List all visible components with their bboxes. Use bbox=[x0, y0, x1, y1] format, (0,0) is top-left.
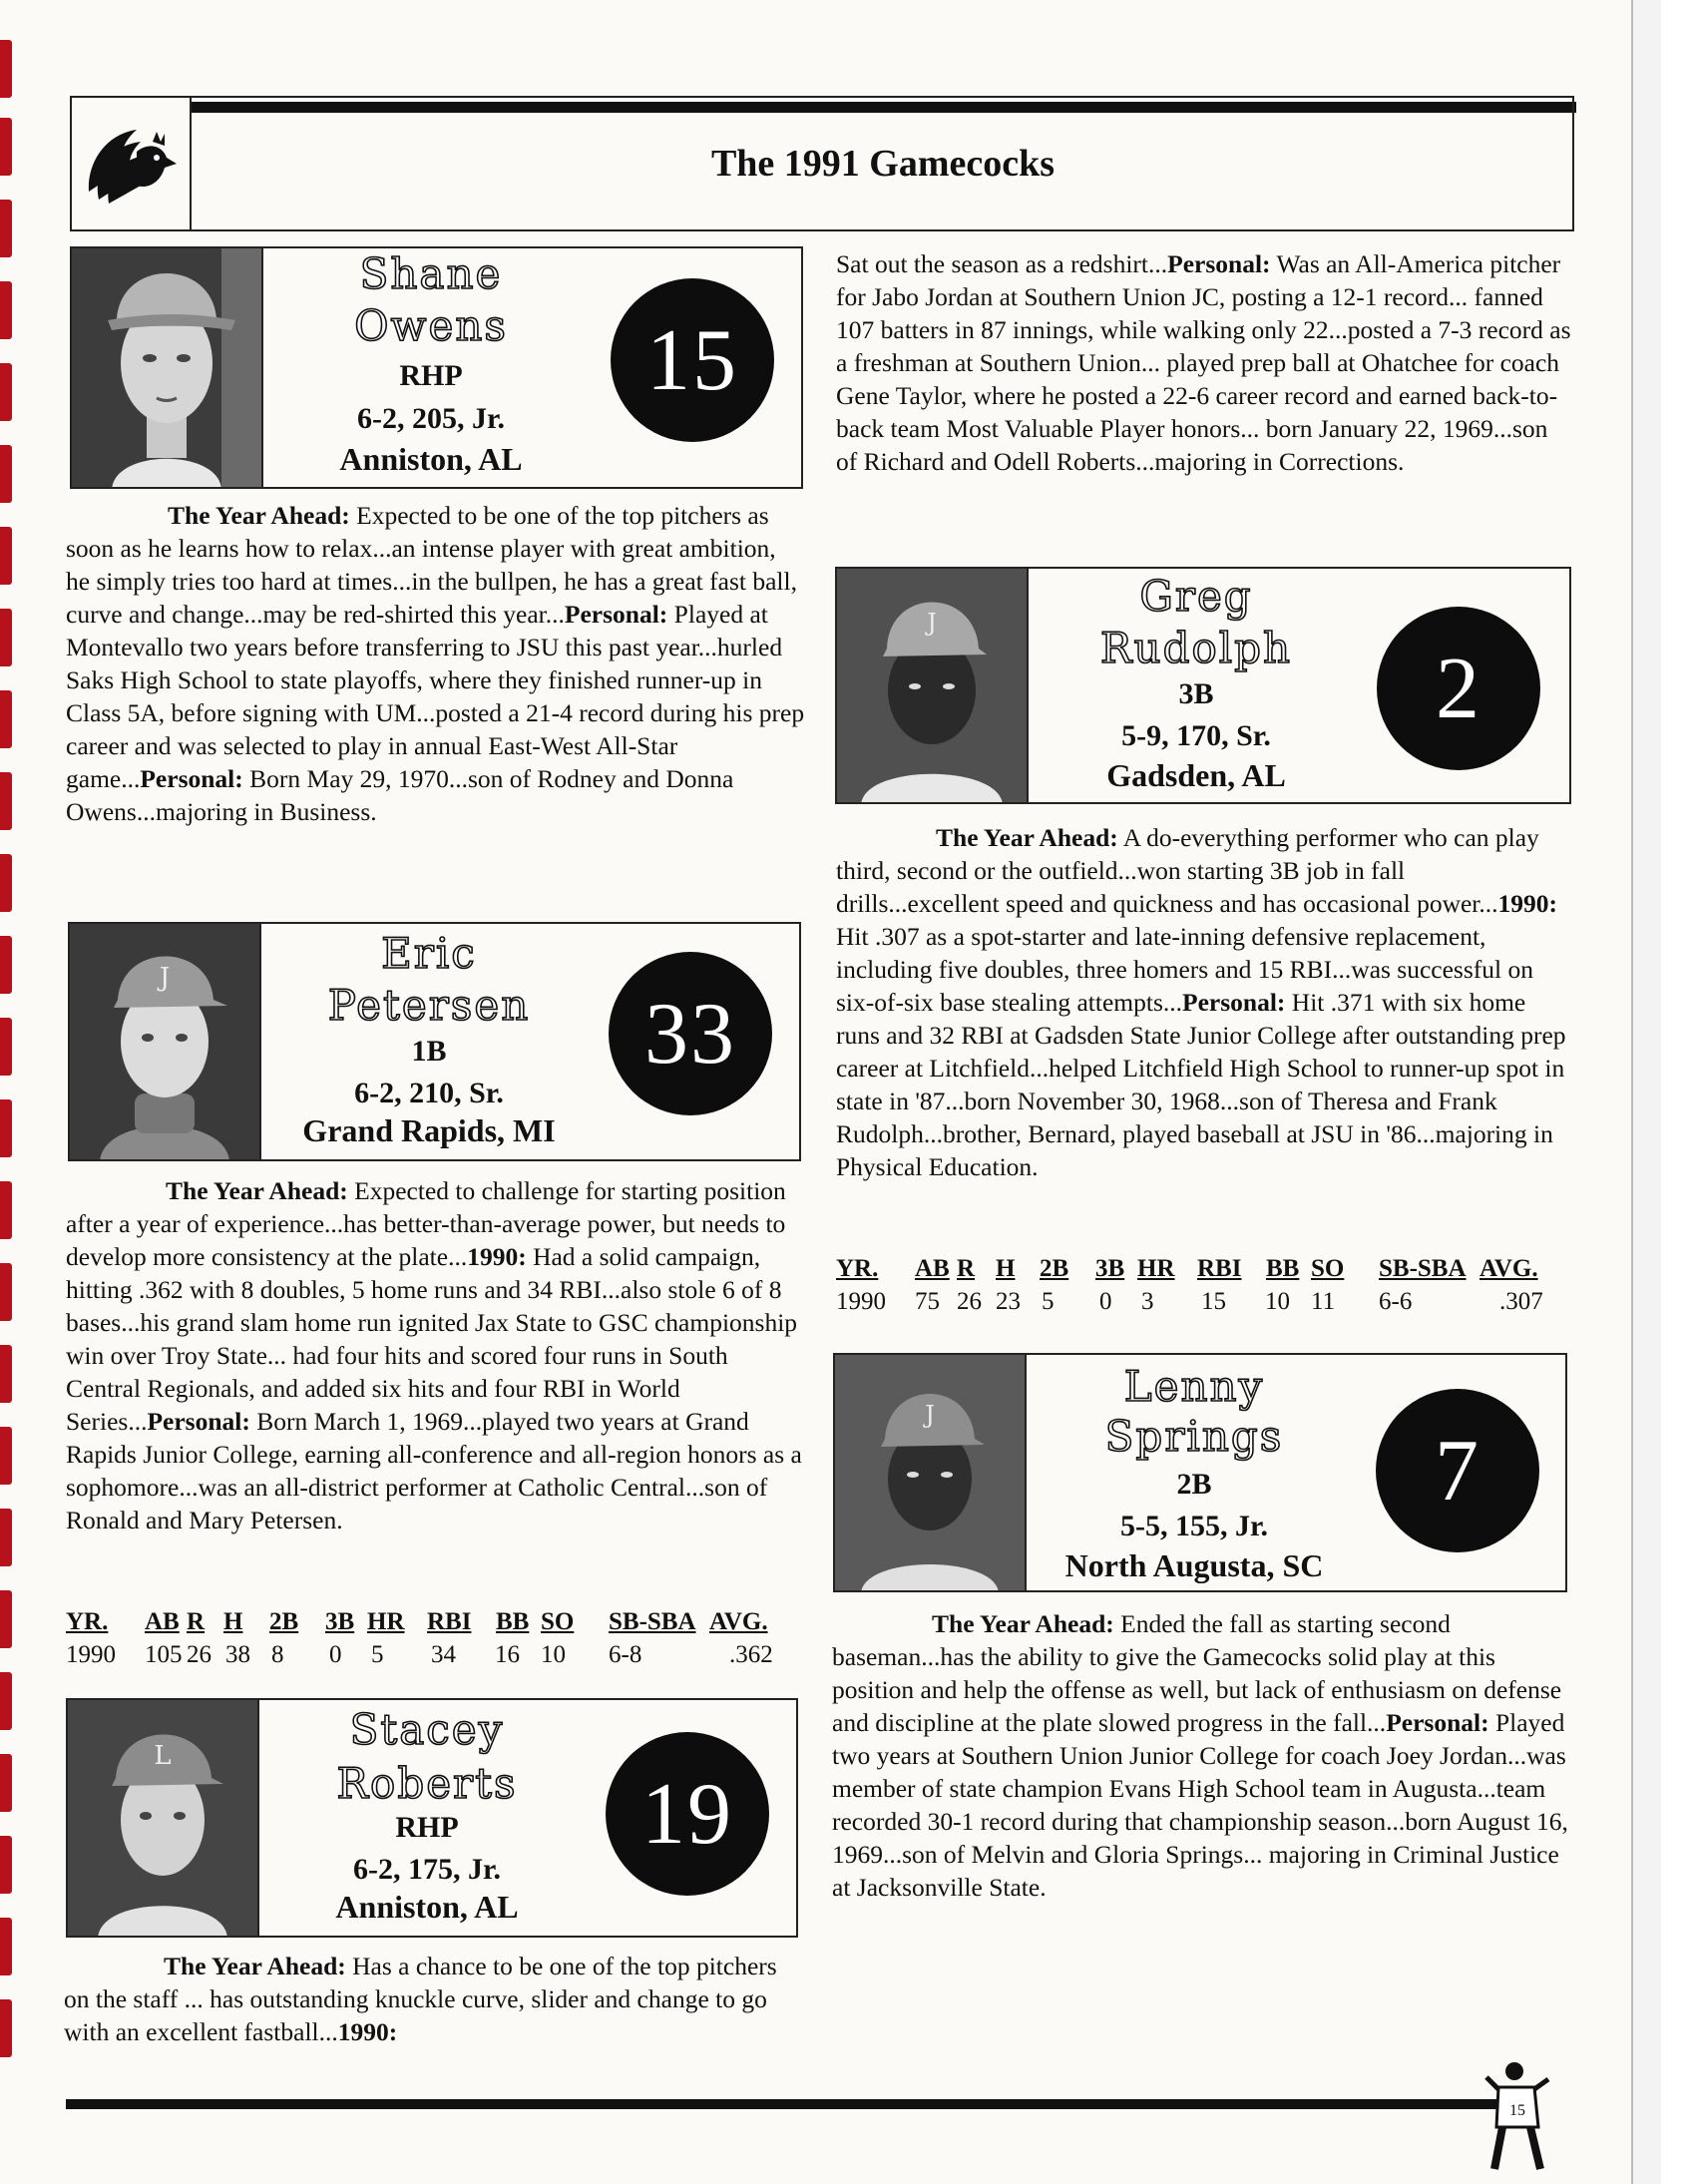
jersey-number: 2 bbox=[1377, 607, 1540, 770]
mascot-player-icon bbox=[1484, 2057, 1564, 2182]
svg-text:J: J bbox=[925, 1401, 935, 1429]
stat-cell: 75 bbox=[915, 1288, 940, 1315]
year-ahead-label: The Year Ahead: bbox=[166, 1176, 348, 1205]
stat-cell: 5 bbox=[371, 1641, 384, 1668]
stat-header: R bbox=[957, 1255, 976, 1282]
player-measures: 5-5, 155, Jr. bbox=[1119, 1510, 1269, 1542]
svg-text:J: J bbox=[927, 609, 937, 637]
player-photo bbox=[70, 924, 261, 1159]
stat-cell: .307 bbox=[1499, 1288, 1543, 1315]
player-photo bbox=[835, 1355, 1027, 1590]
stat-cell: 105 bbox=[145, 1641, 183, 1668]
stat-header: SB-SBA bbox=[1379, 1255, 1467, 1282]
player-card-roberts bbox=[66, 1698, 798, 1938]
player-hometown: North Augusta, SC bbox=[1064, 1547, 1324, 1583]
stat-cell: 10 bbox=[541, 1641, 566, 1668]
player-hometown: Anniston, AL bbox=[339, 441, 523, 477]
stat-header: 3B bbox=[325, 1608, 355, 1635]
stat-header: 3B bbox=[1095, 1255, 1125, 1282]
player-first-name: Eric bbox=[381, 929, 477, 978]
stat-header: RBI bbox=[427, 1608, 472, 1635]
player-position: RHP bbox=[399, 359, 463, 392]
player-measures: 5-9, 170, Sr. bbox=[1121, 719, 1271, 752]
player-photo bbox=[837, 569, 1029, 802]
player-last-name: Petersen bbox=[327, 981, 531, 1030]
stat-cell: 1990 bbox=[836, 1288, 886, 1315]
jersey-number: 19 bbox=[606, 1732, 769, 1896]
stat-cell: 1990 bbox=[66, 1641, 116, 1668]
stat-header: BB bbox=[1266, 1255, 1300, 1282]
player-bio-roberts: The Year Ahead: Has a chance to be one of the top pitchers on the staff ... has outstanding knuckle curve, slider and change to go with an excellent fastball...1990: bbox=[64, 1952, 777, 2046]
player-measures: 6-2, 205, Jr. bbox=[356, 402, 506, 435]
stat-header: SB-SBA bbox=[609, 1608, 696, 1635]
page-title: The 1991 Gamecocks bbox=[710, 143, 1056, 185]
player-bio-roberts-continued: Sat out the season as a redshirt...Personal: Was an All-America pitcher for Jabo Jordan at Southern Union JC, posting a 12-1 record... fanned 107 batters in 87 innings, while walking only 22...posted a 7-3 record as a freshman at Southern Union... played prep ball at Ohatchee for coach Gene Taylor, where he posted a 22-6 career record and earned back-to-back team Most Valuable Player honors... born January 22, 1969...son of Richard and Odell Roberts...majoring in Corrections. bbox=[836, 249, 1571, 476]
player-card-petersen bbox=[68, 922, 801, 1161]
stat-cell: 16 bbox=[495, 1641, 520, 1668]
stat-cell: 10 bbox=[1265, 1288, 1290, 1315]
jersey-number: 15 bbox=[611, 278, 774, 442]
jersey-number: 33 bbox=[609, 952, 772, 1115]
player-last-name: Roberts bbox=[336, 1759, 518, 1808]
stat-cell: 3 bbox=[1141, 1288, 1154, 1315]
player-first-name: Stacey bbox=[349, 1705, 505, 1754]
stat-cell: 11 bbox=[1311, 1288, 1336, 1315]
player-first-name: Shane bbox=[359, 249, 503, 298]
personal-label: Personal: bbox=[564, 600, 668, 629]
player-measures: 6-2, 210, Sr. bbox=[354, 1077, 504, 1109]
player-photo bbox=[72, 248, 263, 487]
player-bio-petersen: The Year Ahead: Expected to challenge for starting position after a year of experience...has better-than-average power, but needs to develop more consistency at the plate...1990: Had a solid campaign, hitting .362 with 8 doubles, 5 home runs and 34 RBI...also stole 6 of 8 bases...his grand slam home run ignited Jax State to GSC championship win over Troy State... had four hits and scored four runs in South Central Regionals, and added six hits and four RBI in World Series...Personal: Born March 1, 1969...played two years at Grand Rapids Junior College, earning all-conference and all-region honors as a sophomore...was an all-district performer at Catholic Central...son of Ronald and Mary Petersen. bbox=[66, 1176, 802, 1534]
stat-header: AB bbox=[915, 1255, 950, 1282]
stat-header: HR bbox=[1137, 1255, 1175, 1282]
svg-text:15: 15 bbox=[1509, 2102, 1525, 2119]
stat-header: 2B bbox=[1040, 1255, 1069, 1282]
player-first-name: Greg bbox=[1139, 572, 1253, 621]
player-card-rudolph bbox=[835, 567, 1571, 804]
stat-header: RBI bbox=[1197, 1255, 1242, 1282]
player-position: RHP bbox=[395, 1811, 459, 1844]
stat-cell: 38 bbox=[225, 1641, 250, 1668]
stat-cell: 34 bbox=[431, 1641, 456, 1668]
stat-header: HR bbox=[367, 1608, 405, 1635]
stat-header: SO bbox=[1311, 1255, 1345, 1282]
player-last-name: Owens bbox=[354, 301, 508, 350]
stat-header: YR. bbox=[66, 1608, 109, 1635]
player-hometown: Anniston, AL bbox=[335, 1889, 519, 1925]
stat-header: YR. bbox=[836, 1255, 879, 1282]
stat-cell: 6-8 bbox=[609, 1641, 642, 1668]
stat-header: BB bbox=[496, 1608, 530, 1635]
stat-cell: .362 bbox=[729, 1641, 773, 1668]
player-measures: 6-2, 175, Jr. bbox=[352, 1853, 502, 1886]
page-edge bbox=[1631, 0, 1661, 2184]
stat-cell: 5 bbox=[1042, 1288, 1055, 1315]
player-last-name: Springs bbox=[1104, 1412, 1284, 1461]
svg-text:L: L bbox=[154, 1741, 172, 1771]
stat-header: 2B bbox=[269, 1608, 299, 1635]
stat-cell: 0 bbox=[329, 1641, 342, 1668]
year-ahead-label: The Year Ahead: bbox=[936, 823, 1118, 852]
year-ahead-label: The Year Ahead: bbox=[164, 1952, 346, 1980]
stat-cell: 8 bbox=[271, 1641, 284, 1668]
stat-cell: 6-6 bbox=[1379, 1288, 1413, 1315]
player-last-name: Rudolph bbox=[1099, 624, 1293, 672]
player-position: 1B bbox=[411, 1035, 447, 1068]
player-position: 3B bbox=[1178, 677, 1214, 710]
stat-cell: 0 bbox=[1099, 1288, 1112, 1315]
stats-table-petersen bbox=[66, 1606, 806, 1672]
year-ahead-label: The Year Ahead: bbox=[168, 501, 350, 530]
stat-header: AB bbox=[145, 1608, 180, 1635]
stat-header: R bbox=[187, 1608, 206, 1635]
player-hometown: Grand Rapids, MI bbox=[302, 1112, 556, 1148]
stat-header: H bbox=[996, 1255, 1016, 1282]
stat-cell: 23 bbox=[996, 1288, 1021, 1315]
player-card-owens bbox=[70, 246, 803, 489]
stat-header: H bbox=[223, 1608, 243, 1635]
player-position: 2B bbox=[1176, 1468, 1212, 1501]
jersey-number: 7 bbox=[1376, 1389, 1539, 1552]
stat-cell: 15 bbox=[1201, 1288, 1226, 1315]
stat-cell: 26 bbox=[957, 1288, 982, 1315]
stat-header: AVG. bbox=[1479, 1255, 1538, 1282]
stat-header: SO bbox=[541, 1608, 575, 1635]
spiral-binding bbox=[0, 0, 18, 2184]
player-bio-springs: The Year Ahead: Ended the fall as starting second baseman...has the ability to give the Gamecocks solid play at this position and help the offense as well, but lack of enthusiasm on defense and discipline at the plate slowed progress in the fall...Personal: Played two years at Southern Union Junior College for coach Joey Jordan...was member of state champion Evans High School team in Augusta...team recorded 30-1 record during that championship season...born August 16, 1969...son of Melvin and Gloria Springs... majoring in Criminal Justice at Jacksonville State. bbox=[832, 1609, 1568, 1902]
stat-cell: 26 bbox=[187, 1641, 211, 1668]
player-photo bbox=[68, 1700, 259, 1936]
gamecock-logo bbox=[72, 98, 192, 229]
player-card-springs bbox=[833, 1353, 1567, 1592]
gamecock-icon bbox=[79, 112, 183, 216]
svg-text:J: J bbox=[159, 963, 171, 993]
player-bio-rudolph: The Year Ahead: A do-everything performer who can play third, second or the outfield...won starting 3B job in fall drills...excellent speed and quickness and has occasional power...1990: Hit .307 as a spot-starter and late-inning defensive replacement, including five doubles, three homers and 15 RBI...was successful on six-of-six base stealing attempts...Personal: Hit .371 with six home runs and 32 RBI at Gadsden State Junior College after outstanding prep career at Litchfield...helped Litchfield High School to runner-up spot in state in '87...born November 30, 1968...son of Theresa and Frank Rudolph...brother, Bernard, played baseball at JSU in '86...majoring in Physical Education. bbox=[836, 823, 1566, 1181]
page-header bbox=[70, 96, 1574, 231]
stat-header: AVG. bbox=[709, 1608, 768, 1635]
player-hometown: Gadsden, AL bbox=[1106, 757, 1286, 793]
player-bio-owens: The Year Ahead: Expected to be one of the top pitchers as soon as he learns how to relax...an intense player with great ambition, he simply tries too hard at times...in the bullpen, he has a great fast ball, curve and change...may be red-shirted this year...Personal: Played at Montevallo two years before transferring to JSU this past year...hurled Saks High School to state playoffs, where they finished runner-up in Class 5A, before signing with UM...posted a 21-4 record during his prep career and was selected to play in annual East-West All-Star game...Personal: Born May 29, 1970...son of Rodney and Donna Owens...majoring in Business. bbox=[66, 501, 805, 826]
stats-table-rudolph bbox=[836, 1253, 1574, 1319]
player-first-name: Lenny bbox=[1123, 1362, 1265, 1411]
year-ahead-label: The Year Ahead: bbox=[932, 1609, 1114, 1638]
footer-rule bbox=[66, 2099, 1502, 2109]
